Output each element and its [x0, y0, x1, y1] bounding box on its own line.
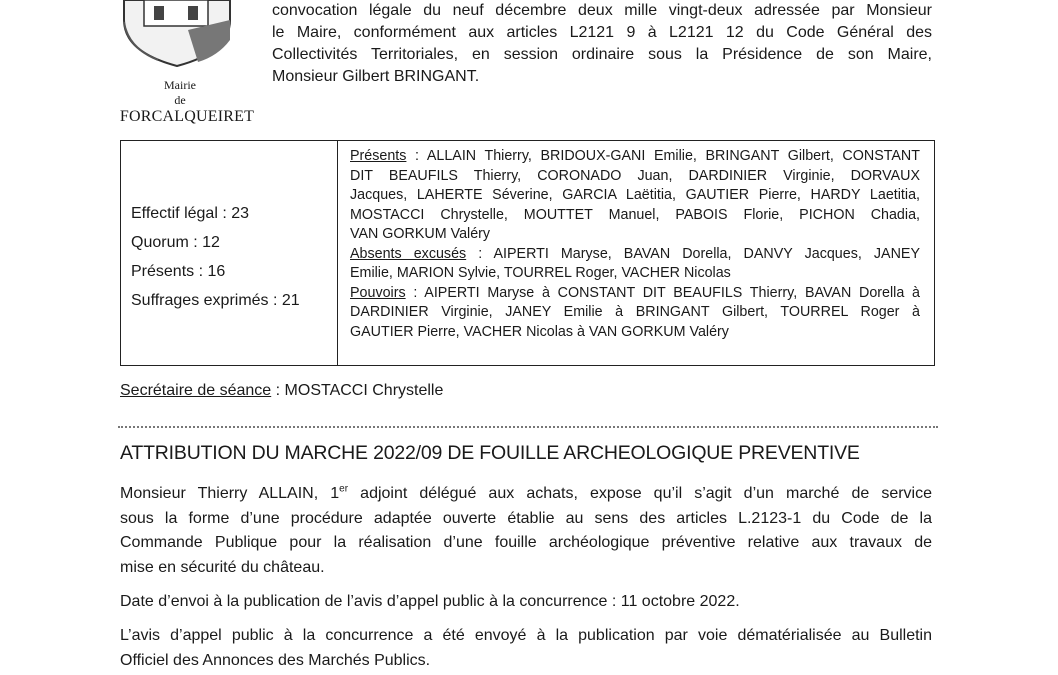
- town-name: FORCALQUEIRET: [119, 108, 255, 125]
- paragraph-3-line: L’avis d’appel public à la concurrence a été envoyé à la publication par voie dématérialisée au Bulletin: [120, 627, 932, 644]
- absents-line: Emilie, MARION Sylvie, TOURREL Roger, VACHER Nicolas: [350, 265, 731, 281]
- de-label: de: [174, 93, 186, 107]
- paragraph-2-line: Date d’envoi à la publication de l’avis d’appel public à la concurrence : 11 octobre 2022.: [120, 593, 740, 610]
- absents-label: Absents excusés: [350, 245, 467, 262]
- presents-label: Présents: [350, 148, 407, 164]
- intro-paragraph: [272, 0, 932, 88]
- paragraph-1-line: Commande Publique pour la réalisation d’une fouille archéologique préventive relative aux travaux de: [120, 534, 932, 551]
- presents-line: Jacques, LAHERTE Séverine, GARCIA Laëtitia, GAUTIER Pierre, HARDY Laetitia,: [350, 187, 920, 203]
- effectif-legal: Effectif légal : 23: [131, 205, 249, 222]
- mairie-label: Mairie: [164, 78, 196, 92]
- presents-line: VAN GORKUM Valéry: [350, 226, 491, 242]
- absents-first-line: [350, 245, 920, 265]
- section-heading: ATTRIBUTION DU MARCHE 2022/09 DE FOUILLE ARCHEOLOGIQUE PREVENTIVE: [120, 442, 860, 464]
- box-divider: [337, 141, 338, 365]
- attendance-box: [120, 140, 935, 366]
- pouvoirs-line: GAUTIER Pierre, VACHER Nicolas à VAN GORKUM Valéry: [350, 323, 729, 340]
- presents-first-line: [350, 147, 920, 167]
- paragraph-1-line: mise en sécurité du château.: [120, 558, 325, 576]
- attendance-list: [350, 147, 920, 342]
- secretaire-value: : MOSTACCI Chrystelle: [271, 382, 444, 399]
- secretaire-label: Secrétaire de séance: [120, 382, 272, 399]
- paragraph-3-line: Officiel des Annonces des Marchés Publics.: [120, 651, 431, 669]
- paragraph-1: [120, 482, 932, 580]
- suffrages-exprimes: Suffrages exprimés : 21: [131, 292, 300, 309]
- p1-start: Monsieur Thierry ALLAIN, 1: [120, 485, 340, 502]
- coat-of-arms-logo: [118, 0, 236, 68]
- absents-names: : AIPERTI Maryse, BAVAN Dorella, DANVY Jacques, JANEY: [466, 245, 920, 262]
- p1-end: adjoint délégué aux achats, expose qu’il s’agit d’un marché de service: [348, 485, 933, 502]
- section-separator: [118, 426, 938, 428]
- secretaire-de-seance: [120, 382, 443, 400]
- paragraph-1-line: sous la forme d’une procédure adaptée ouverte établie au sens des articles L.2123-1 du Code de la: [120, 509, 932, 527]
- quorum: Quorum : 12: [131, 234, 220, 251]
- presents-names: : ALLAIN Thierry, BRIDOUX-GANI Emilie, BRINGANT Gilbert, CONSTANT: [406, 148, 920, 164]
- paragraph-3: [120, 624, 932, 673]
- paragraph-2: [120, 590, 932, 615]
- intro-line: convocation légale du neuf décembre deux mille vingt-deux adressée par Monsieur: [272, 2, 932, 19]
- presents-line: DIT BEAUFILS Thierry, CORONADO Juan, DARDINIER Virginie, DORVAUX: [350, 167, 920, 184]
- pouvoirs-names: : AIPERTI Maryse à CONSTANT DIT BEAUFILS Thierry, BAVAN Dorella à: [405, 284, 920, 301]
- pouvoirs-first-line: [350, 284, 920, 304]
- pouvoirs-label: Pouvoirs: [350, 284, 406, 301]
- presents-count: Présents : 16: [131, 263, 226, 280]
- intro-line: Monsieur Gilbert BRINGANT.: [272, 68, 480, 85]
- paragraph-1-first-line: [120, 482, 932, 507]
- pouvoirs-line: DARDINIER Virginie, JANEY Emilie à BRINGANT Gilbert, TOURREL Roger à: [350, 304, 920, 320]
- intro-line: le Maire, conformément aux articles L2121 9 à L2121 12 du Code Général des: [272, 24, 932, 41]
- p1-sup: er: [339, 483, 349, 495]
- intro-line: Collectivités Territoriales, en session ordinaire sous la Présidence de son Maire,: [272, 46, 932, 63]
- stats-column: [131, 199, 300, 315]
- presents-line: MOSTACCI Chrystelle, MOUTTET Manuel, PABOIS Florie, PICHON Chadia,: [350, 206, 920, 223]
